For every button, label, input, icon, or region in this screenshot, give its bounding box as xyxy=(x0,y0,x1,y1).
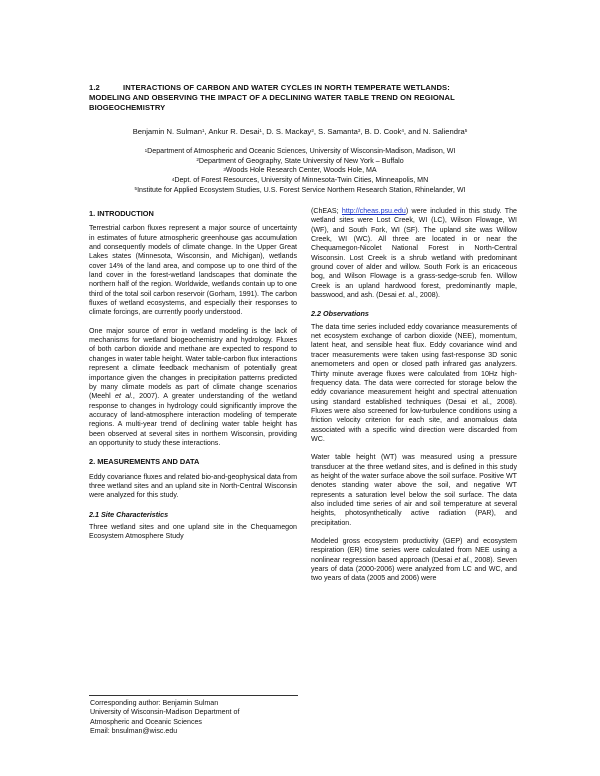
measurements-paragraph: Eddy covariance fluxes and related bio-and-geophysical data from three wetland sites and an upland site in North-Central Wisconsin were analyzed for this study. xyxy=(89,472,297,500)
footnote-email: Email: bnsulman@wisc.edu xyxy=(90,726,178,735)
paper-title xyxy=(89,83,529,114)
right-column xyxy=(311,207,517,593)
observations-paragraph-2: Water table height (WT) was measured using a pressure transducer at the three wetland sites, and is defined in this study as height of the water surface above the soil surface. Positive WT denotes standing water above the soil, and negative WT represents a saturation level below the soil surface. The data also included time series of air and soil temperature at several heights, photosynthetically active radiation (PAR), and precipitation. xyxy=(311,453,517,527)
affiliation: $^3$Woods Hole Research Center, Woods Hole, MA xyxy=(223,166,377,175)
title-line-3: BIOGEOCHEMISTRY xyxy=(89,103,166,113)
observations-paragraph-3: Modeled gross ecosystem productivity (GEP) and ecosystem respiration (ER) time series were calculated from NEE using a nonlinear regression based approach (Desai et al., 2008). Seven years of data (2000-2006) were analyzed from LC and WC, and two years of data (2005 and 2006) were xyxy=(311,537,517,583)
author: Ankur R. Desai$^1$, xyxy=(208,127,267,136)
corresponding-author-footnote xyxy=(89,695,298,736)
affiliation: $^1$Department of Atmospheric and Oceanic Sciences, University of Wisconsin-Madison, Madison, WI xyxy=(144,147,456,155)
footnote-line: Corresponding author: Benjamin Sulman xyxy=(90,699,219,707)
section-number: 1.2 xyxy=(89,83,100,92)
title-line-2: MODELING AND OBSERVING THE IMPACT OF A DECLINING WATER TABLE TREND ON REGIONAL xyxy=(89,93,455,103)
affiliation-list xyxy=(0,147,600,196)
footnote-line: University of Wisconsin-Madison Department of xyxy=(90,708,240,717)
author: Benjamin N. Sulman$^1$, xyxy=(132,127,209,136)
introduction-heading: 1. INTRODUCTION xyxy=(89,209,154,218)
introduction-paragraph-1: Terrestrial carbon fluxes represent a major source of uncertainty in estimates of future atmospheric greenhouse gas accumulation and consequently models of climate change. In the Upper Great Lakes states (Minnesota, Wisconsin, and Michigan), wetlands cover 14% of the land area, and compose up to one third of the land cover in the forest-wetland landscapes that dominate the northern half of the region. Worldwide, wetlands contain up to one third of the total soil carbon reservoir (Gorham, 1991). The carbon fluxes of wetland ecosystems, and especially their responses to climate forcings, are currently poorly understood. xyxy=(89,224,297,317)
measurements-heading: 2. MEASUREMENTS AND DATA xyxy=(89,457,200,467)
author-list xyxy=(0,127,600,137)
cheas-link[interactable]: http://cheas.psu.edu xyxy=(341,207,406,215)
author: D. S. Mackay$^2$, xyxy=(266,127,319,136)
affiliation: $^4$Dept. of Forest Resources, University of Minnesota-Twin Cities, Minneapolis, MN xyxy=(171,176,429,185)
observations-heading: 2.2 Observations xyxy=(311,309,369,319)
author: S. Samanta$^3$, xyxy=(318,127,365,136)
author: and N. Saliendra$^5$ xyxy=(408,127,468,136)
site-characteristics-heading: 2.1 Site Characteristics xyxy=(89,509,169,519)
observations-paragraph-1: The data time series included eddy covariance measurements of net ecosystem exchange of carbon dioxide (NEE), momentum, latent heat, and sensible heat flux. Eddy covariance wind and tracer measurements were taken using fast-response 3D sonic anemometers and open or closed path infrared gas analyzers. Thirty minute average fluxes were calculated from 10Hz high-frequency data. The data were corrected for storage below the eddy covariance measurement height and spectral attenuation using standard established techniques (Desai et al., 2008). Fluxes were also screened for low-turbulence conditions using a friction velocity criterion for each site, and anomalous data associated with a specific wind direction were discarded from WC. xyxy=(311,322,517,443)
site-characteristics-paragraph: Three wetland sites and one upland site in the Chequamegon Ecosystem Atmosphere Study xyxy=(89,522,297,541)
left-column xyxy=(89,209,297,551)
site-characteristics-continued: (ChEAS; http://cheas.psu.edu) were included in this study. The wetland sites were Lost Creek, WI (LC), Wilson Flowage, WI (WF), and South Fork, WI (SF). The upland site was Willow Creek, WI (WC). All three are located in or near the Chequamegon-Nicolet National Forest in North-Central Wisconsin. Lost Creek is a shrub wetland with predominant ground cover of alder and willow. South Fork is an ericaceous bog, and Wilson Flowage is a grass-sedge-scrub fen. Willow Creek is an upland hardwood forest, predominantly maple, basswood, and ash. (Desai et. al., 2008). xyxy=(311,207,517,300)
affiliation: $^5$Institute for Applied Ecosystem Studies, U.S. Forest Service Northern Research Station, Rhinelander, WI xyxy=(134,185,466,194)
affiliation: $^2$Department of Geography, State University of New York – Buffalo xyxy=(196,156,404,165)
introduction-paragraph-2: One major source of error in wetland modeling is the lack of mechanisms for wetland biogeochemistry and hydrology. Fluxes of both carbon dioxide and methane are expected to respond to changes in water table height. Water table-carbon flux interactions represent a climate feedback mechanism of potentially great importance given the changes in precipitation patterns predicted by many climate models as part of climate change scenarios (Meehl et al., 2007). A greater understanding of the wetland response to changes in hydrology could significantly improve the accuracy of land-atmosphere interaction modeling of temperate regions. A multi-year trend of declining water table height has been observed at several sites in northern Wisconsin, providing an opportunity to study these interactions. xyxy=(89,326,297,447)
title-line-1: INTERACTIONS OF CARBON AND WATER CYCLES IN NORTH TEMPERATE WETLANDS: xyxy=(123,83,450,92)
author: B. D. Cook$^4$, xyxy=(364,127,409,136)
footnote-line: Atmospheric and Oceanic Sciences xyxy=(90,717,202,726)
